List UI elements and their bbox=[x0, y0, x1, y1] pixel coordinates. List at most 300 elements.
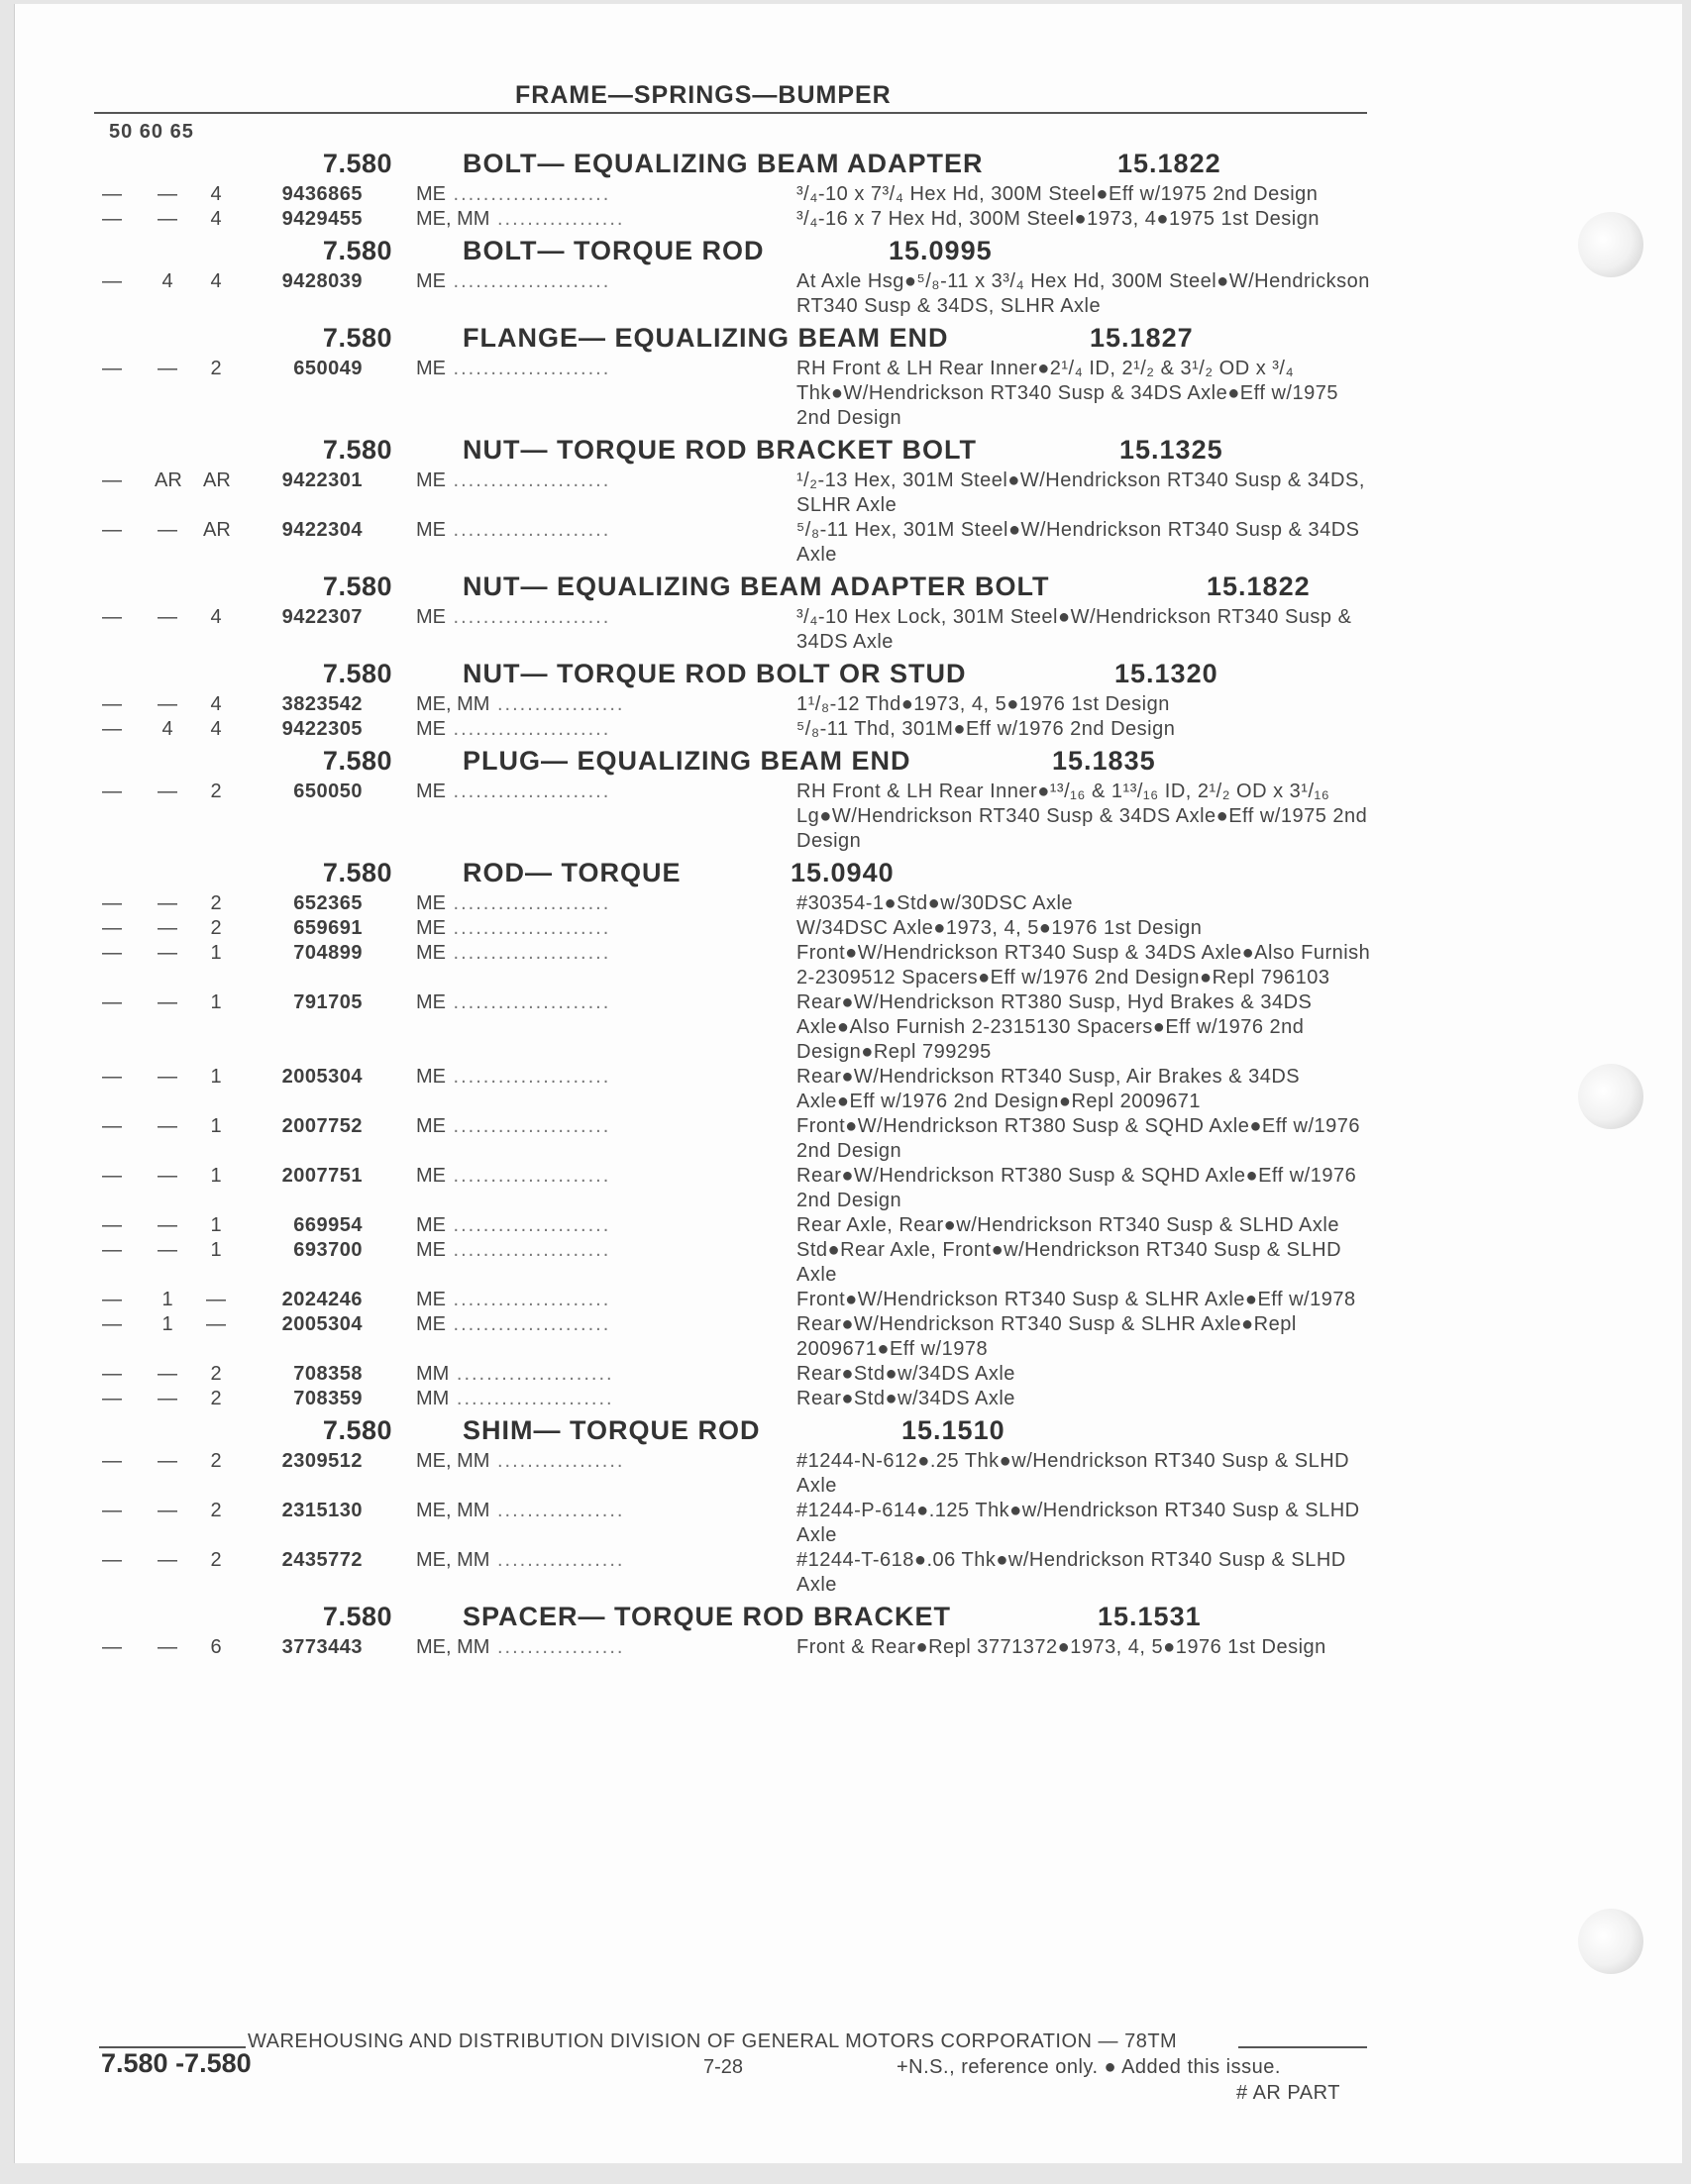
leader-dots: ..................... bbox=[446, 942, 611, 964]
group-number: 7.580 bbox=[322, 323, 392, 353]
part-description: Rear●Std●w/34DS Axle bbox=[796, 1363, 1015, 1385]
part-description: #1244-P-614●.125 Thk●w/Hendrickson RT340 Susp & SLHD Axle bbox=[796, 1500, 1360, 1546]
group-code: 15.1510 bbox=[901, 1415, 1005, 1445]
source-code bbox=[416, 1387, 614, 1411]
qty-1950: — bbox=[102, 1500, 122, 1521]
part-description: ¹/₂-13 Hex, 301M Steel●W/Hendrickson RT340 Susp & 34DS, SLHR Axle bbox=[796, 469, 1365, 516]
footer-rule bbox=[1238, 2046, 1367, 2048]
qty-1960: — bbox=[158, 780, 177, 802]
qty-1965: 2 bbox=[210, 917, 222, 939]
part-number: 650049 bbox=[293, 358, 363, 379]
part-group bbox=[0, 655, 1667, 742]
qty-1960: — bbox=[158, 1214, 177, 1236]
group-code: 15.1320 bbox=[1114, 659, 1218, 688]
part-description: Rear●W/Hendrickson RT380 Susp & SQHD Axle●Eff w/1976 2nd Design bbox=[796, 1165, 1357, 1211]
part-row bbox=[0, 1449, 1667, 1499]
group-number: 7.580 bbox=[322, 236, 392, 265]
source-code bbox=[416, 605, 610, 630]
part-group bbox=[0, 145, 1667, 232]
group-heading bbox=[0, 1411, 1667, 1449]
qty-1960: 1 bbox=[161, 1289, 173, 1310]
source-code bbox=[416, 941, 610, 966]
group-heading bbox=[0, 319, 1667, 357]
group-heading bbox=[0, 145, 1667, 182]
qty-1965: AR bbox=[203, 519, 231, 541]
part-description: Rear●W/Hendrickson RT340 Susp & SLHR Axle●Repl 2009671●Eff w/1978 bbox=[796, 1313, 1297, 1360]
part-description: 1¹/₈-12 Thd●1973, 4, 5●1976 1st Design bbox=[796, 693, 1170, 715]
leader-dots: ..................... bbox=[446, 1289, 611, 1310]
source-code-text: ME bbox=[416, 1066, 446, 1088]
source-code-text: MM bbox=[416, 1388, 450, 1409]
group-code: 15.1835 bbox=[1052, 746, 1156, 776]
part-group bbox=[0, 568, 1667, 655]
qty-1965: 2 bbox=[210, 1363, 222, 1385]
part-row bbox=[0, 182, 1667, 207]
group-title: SPACER— TORQUE ROD BRACKET bbox=[463, 1602, 952, 1631]
source-code-text: ME bbox=[416, 991, 446, 1013]
qty-1950: — bbox=[102, 991, 122, 1013]
source-code-text: ME, MM bbox=[416, 1500, 490, 1521]
qty-1950: — bbox=[102, 358, 122, 379]
part-description: ³/₄-16 x 7 Hex Hd, 300M Steel●1973, 4●1975 1st Design bbox=[796, 208, 1320, 230]
source-code bbox=[416, 1449, 624, 1474]
part-description: RH Front & LH Rear Inner●2¹/₄ ID, 2¹/₂ & 3¹/₂ OD x ³/₄ Thk●W/Hendrickson RT340 Susp & 34DS Axle●Eff w/1975 2nd Design bbox=[796, 358, 1338, 429]
source-code bbox=[416, 182, 610, 207]
source-code bbox=[416, 468, 610, 493]
source-code bbox=[416, 207, 624, 232]
year-column-headers: 50 60 65 bbox=[109, 121, 194, 143]
leader-dots: ..................... bbox=[446, 917, 611, 939]
part-row bbox=[0, 1548, 1667, 1598]
part-number: 708359 bbox=[293, 1388, 363, 1409]
part-description: ³/₄-10 x 7³/₄ Hex Hd, 300M Steel●Eff w/1975 2nd Design bbox=[796, 183, 1319, 205]
part-description: Rear●W/Hendrickson RT380 Susp, Hyd Brakes & 34DS Axle●Also Furnish 2-2315130 Spacers●Eff w/1976 2nd Design●Repl 799295 bbox=[796, 991, 1313, 1063]
qty-1960: — bbox=[158, 1066, 177, 1088]
leader-dots: ..................... bbox=[446, 1165, 611, 1187]
qty-1960: — bbox=[158, 1450, 177, 1472]
source-code bbox=[416, 1362, 614, 1387]
part-number: 9422307 bbox=[281, 606, 363, 628]
group-heading bbox=[0, 1598, 1667, 1635]
part-number: 2435772 bbox=[281, 1549, 363, 1571]
part-row bbox=[0, 357, 1667, 431]
part-row bbox=[0, 207, 1667, 232]
qty-1950: — bbox=[102, 693, 122, 715]
leader-dots: ................. bbox=[489, 693, 625, 715]
group-heading bbox=[0, 431, 1667, 468]
qty-1950: — bbox=[102, 1239, 122, 1261]
group-code: 15.0995 bbox=[889, 236, 993, 265]
group-title: NUT— TORQUE ROD BRACKET BOLT bbox=[463, 435, 977, 465]
qty-1965: 2 bbox=[210, 892, 222, 914]
group-title: ROD— TORQUE bbox=[463, 858, 682, 887]
leader-dots: ..................... bbox=[446, 469, 611, 491]
leader-dots: ................. bbox=[489, 1500, 625, 1521]
qty-1960: 4 bbox=[161, 718, 173, 740]
qty-1950: — bbox=[102, 1289, 122, 1310]
group-title: NUT— TORQUE ROD BOLT OR STUD bbox=[463, 659, 967, 688]
part-group bbox=[0, 1411, 1667, 1598]
qty-1960: — bbox=[158, 183, 177, 205]
qty-1965: 2 bbox=[210, 1500, 222, 1521]
qty-1965: 2 bbox=[210, 1388, 222, 1409]
group-number: 7.580 bbox=[322, 746, 392, 776]
source-code-text: ME bbox=[416, 1115, 446, 1137]
part-row bbox=[0, 1065, 1667, 1114]
source-code-text: ME bbox=[416, 358, 446, 379]
group-number: 7.580 bbox=[322, 435, 392, 465]
part-description: #1244-T-618●.06 Thk●w/Hendrickson RT340 Susp & SLHD Axle bbox=[796, 1549, 1346, 1596]
part-row bbox=[0, 780, 1667, 854]
part-group bbox=[0, 742, 1667, 854]
source-code bbox=[416, 1288, 610, 1312]
source-code-text: ME bbox=[416, 519, 446, 541]
qty-1965: 1 bbox=[210, 1115, 222, 1137]
qty-1950: — bbox=[102, 892, 122, 914]
qty-1965: 2 bbox=[210, 1450, 222, 1472]
leader-dots: ..................... bbox=[446, 358, 611, 379]
source-code bbox=[416, 1548, 624, 1573]
qty-1965: 2 bbox=[210, 1549, 222, 1571]
source-code-text: ME bbox=[416, 183, 446, 205]
source-code-text: ME bbox=[416, 892, 446, 914]
part-number: 652365 bbox=[293, 892, 363, 914]
binder-hole bbox=[1578, 1909, 1643, 1974]
group-title: SHIM— TORQUE ROD bbox=[463, 1415, 761, 1445]
part-row bbox=[0, 518, 1667, 568]
source-code-text: ME bbox=[416, 917, 446, 939]
source-code-text: ME bbox=[416, 780, 446, 802]
leader-dots: ..................... bbox=[446, 892, 611, 914]
source-code-text: ME bbox=[416, 1214, 446, 1236]
qty-1960: — bbox=[158, 1239, 177, 1261]
qty-1965: 4 bbox=[210, 606, 222, 628]
part-number: 704899 bbox=[293, 942, 363, 964]
qty-1960: — bbox=[158, 358, 177, 379]
qty-1965: 1 bbox=[210, 1066, 222, 1088]
part-group bbox=[0, 319, 1667, 431]
qty-1965: 1 bbox=[210, 1214, 222, 1236]
part-group bbox=[0, 431, 1667, 568]
part-row bbox=[0, 692, 1667, 717]
qty-1960: — bbox=[158, 1115, 177, 1137]
source-code bbox=[416, 692, 624, 717]
qty-1960: AR bbox=[155, 469, 182, 491]
qty-1960: — bbox=[158, 1500, 177, 1521]
part-description: Front●W/Hendrickson RT340 Susp & 34DS Axle●Also Furnish 2-2309512 Spacers●Eff w/1976 2nd Design●Repl 796103 bbox=[796, 942, 1371, 988]
source-code-text: ME, MM bbox=[416, 1636, 490, 1658]
qty-1950: — bbox=[102, 1313, 122, 1335]
parts-list bbox=[0, 145, 1667, 1660]
part-number: 791705 bbox=[293, 991, 363, 1013]
part-row bbox=[0, 1387, 1667, 1411]
part-number: 2309512 bbox=[281, 1450, 363, 1472]
qty-1960: 4 bbox=[161, 270, 173, 292]
group-number: 7.580 bbox=[322, 1415, 392, 1445]
source-code-text: ME bbox=[416, 606, 446, 628]
part-number: 2007752 bbox=[281, 1115, 363, 1137]
header-rule bbox=[94, 112, 1367, 114]
part-description: Rear●W/Hendrickson RT340 Susp, Air Brakes & 34DS Axle●Eff w/1976 2nd Design●Repl 2009671 bbox=[796, 1066, 1301, 1112]
leader-dots: ..................... bbox=[446, 606, 611, 628]
part-description: #30354-1●Std●w/30DSC Axle bbox=[796, 892, 1074, 914]
qty-1965: 2 bbox=[210, 780, 222, 802]
source-code-text: ME bbox=[416, 942, 446, 964]
qty-1960: — bbox=[158, 942, 177, 964]
leader-dots: ..................... bbox=[446, 1214, 611, 1236]
source-code-text: ME, MM bbox=[416, 208, 490, 230]
group-title: PLUG— EQUALIZING BEAM END bbox=[463, 746, 911, 776]
part-number: 2005304 bbox=[281, 1313, 363, 1335]
leader-dots: ..................... bbox=[449, 1363, 614, 1385]
page-title: FRAME—SPRINGS—BUMPER bbox=[515, 81, 892, 109]
leader-dots: ..................... bbox=[446, 1066, 611, 1088]
leader-dots: ..................... bbox=[446, 1115, 611, 1137]
leader-dots: ................. bbox=[489, 1636, 625, 1658]
source-code bbox=[416, 990, 610, 1015]
qty-1960: — bbox=[158, 1363, 177, 1385]
qty-1965: 1 bbox=[210, 1165, 222, 1187]
group-code: 15.0940 bbox=[791, 858, 895, 887]
qty-1950: — bbox=[102, 1549, 122, 1571]
part-description: ⁵/₈-11 Thd, 301M●Eff w/1976 2nd Design bbox=[796, 718, 1176, 740]
leader-dots: ..................... bbox=[446, 718, 611, 740]
qty-1950: — bbox=[102, 1388, 122, 1409]
qty-1950: — bbox=[102, 208, 122, 230]
group-title: BOLT— EQUALIZING BEAM ADAPTER bbox=[463, 149, 984, 178]
part-number: 9429455 bbox=[281, 208, 363, 230]
part-group bbox=[0, 1598, 1667, 1660]
leader-dots: ..................... bbox=[446, 1239, 611, 1261]
part-row bbox=[0, 1114, 1667, 1164]
legend-line: +N.S., reference only. ● Added this issue. bbox=[897, 2056, 1281, 2078]
source-code bbox=[416, 1312, 610, 1337]
leader-dots: ................. bbox=[489, 208, 625, 230]
qty-1950: — bbox=[102, 1636, 122, 1658]
qty-1960: — bbox=[158, 1549, 177, 1571]
group-heading bbox=[0, 568, 1667, 605]
part-number: 708358 bbox=[293, 1363, 363, 1385]
leader-dots: ..................... bbox=[446, 780, 611, 802]
source-code-text: ME bbox=[416, 718, 446, 740]
part-description: Front●W/Hendrickson RT340 Susp & SLHR Axle●Eff w/1978 bbox=[796, 1289, 1356, 1310]
source-code-text: ME bbox=[416, 1313, 446, 1335]
group-code: 15.1827 bbox=[1090, 323, 1194, 353]
group-heading bbox=[0, 232, 1667, 269]
division-line: WAREHOUSING AND DISTRIBUTION DIVISION OF GENERAL MOTORS CORPORATION — 78TM bbox=[248, 2030, 1178, 2052]
part-row bbox=[0, 1288, 1667, 1312]
source-code bbox=[416, 518, 610, 543]
part-number: 9436865 bbox=[281, 183, 363, 205]
source-code bbox=[416, 1065, 610, 1090]
part-row bbox=[0, 1164, 1667, 1213]
part-description: ³/₄-10 Hex Lock, 301M Steel●W/Hendrickson RT340 Susp & 34DS Axle bbox=[796, 606, 1352, 653]
part-row bbox=[0, 1635, 1667, 1660]
qty-1960: — bbox=[158, 991, 177, 1013]
qty-1950: — bbox=[102, 718, 122, 740]
part-description: Front●W/Hendrickson RT380 Susp & SQHD Axle●Eff w/1976 2nd Design bbox=[796, 1115, 1361, 1162]
qty-1950: — bbox=[102, 270, 122, 292]
qty-1965: — bbox=[206, 1313, 226, 1335]
leader-dots: ..................... bbox=[446, 991, 611, 1013]
source-code-text: ME bbox=[416, 1239, 446, 1261]
qty-1950: — bbox=[102, 917, 122, 939]
group-number: 7.580 bbox=[322, 1602, 392, 1631]
source-code bbox=[416, 916, 610, 941]
source-code-text: ME, MM bbox=[416, 1450, 490, 1472]
qty-1965: 4 bbox=[210, 208, 222, 230]
part-description: Std●Rear Axle, Front●w/Hendrickson RT340 Susp & SLHD Axle bbox=[796, 1239, 1342, 1286]
qty-1950: — bbox=[102, 942, 122, 964]
part-number: 2024246 bbox=[281, 1289, 363, 1310]
source-code bbox=[416, 1164, 610, 1189]
source-code bbox=[416, 1635, 624, 1660]
group-code: 15.1822 bbox=[1207, 572, 1311, 601]
qty-1965: 4 bbox=[210, 270, 222, 292]
qty-1950: — bbox=[102, 1165, 122, 1187]
qty-1960: — bbox=[158, 917, 177, 939]
qty-1950: — bbox=[102, 1066, 122, 1088]
source-code-text: MM bbox=[416, 1363, 450, 1385]
qty-1965: 2 bbox=[210, 358, 222, 379]
group-code: 15.1531 bbox=[1098, 1602, 1202, 1631]
part-number: 693700 bbox=[293, 1239, 363, 1261]
part-description: At Axle Hsg●⁵/₈-11 x 3³/₄ Hex Hd, 300M Steel●W/Hendrickson RT340 Susp & 34DS, SLHR Axle bbox=[796, 270, 1370, 317]
qty-1960: — bbox=[158, 693, 177, 715]
legend-line: # AR PART bbox=[1236, 2082, 1340, 2104]
group-number: 7.580 bbox=[322, 858, 392, 887]
group-title: BOLT— TORQUE ROD bbox=[463, 236, 765, 265]
qty-1960: — bbox=[158, 892, 177, 914]
part-description: RH Front & LH Rear Inner●¹³/₁₆ & 1¹³/₁₆ ID, 2¹/₂ OD x 3¹/₁₆ Lg●W/Hendrickson RT340 Susp & 34DS Axle●Eff w/1975 2nd Design bbox=[796, 780, 1368, 852]
group-code: 15.1822 bbox=[1117, 149, 1221, 178]
part-row bbox=[0, 1362, 1667, 1387]
part-row bbox=[0, 269, 1667, 319]
qty-1960: — bbox=[158, 208, 177, 230]
qty-1965: 1 bbox=[210, 942, 222, 964]
part-description: Rear Axle, Rear●w/Hendrickson RT340 Susp & SLHD Axle bbox=[796, 1214, 1339, 1236]
source-code-text: ME, MM bbox=[416, 1549, 490, 1571]
group-heading bbox=[0, 854, 1667, 891]
qty-1950: — bbox=[102, 606, 122, 628]
part-number: 9428039 bbox=[281, 270, 363, 292]
part-row bbox=[0, 1312, 1667, 1362]
source-code-text: ME bbox=[416, 1289, 446, 1310]
part-number: 9422301 bbox=[281, 469, 363, 491]
qty-1960: — bbox=[158, 1165, 177, 1187]
qty-1950: — bbox=[102, 1450, 122, 1472]
qty-1965: 6 bbox=[210, 1636, 222, 1658]
qty-1950: — bbox=[102, 1214, 122, 1236]
qty-1960: 1 bbox=[161, 1313, 173, 1335]
qty-1965: 1 bbox=[210, 991, 222, 1013]
source-code-text: ME bbox=[416, 1165, 446, 1187]
part-row bbox=[0, 468, 1667, 518]
source-code bbox=[416, 1238, 610, 1263]
source-code bbox=[416, 1114, 610, 1139]
page-number: 7-28 bbox=[703, 2056, 744, 2078]
part-row bbox=[0, 891, 1667, 916]
source-code bbox=[416, 891, 610, 916]
part-description: ⁵/₈-11 Hex, 301M Steel●W/Hendrickson RT340 Susp & 34DS Axle bbox=[796, 519, 1360, 566]
qty-1965: AR bbox=[203, 469, 231, 491]
part-row bbox=[0, 1238, 1667, 1288]
qty-1950: — bbox=[102, 780, 122, 802]
part-description: W/34DSC Axle●1973, 4, 5●1976 1st Design bbox=[796, 917, 1203, 939]
part-row bbox=[0, 941, 1667, 990]
part-row bbox=[0, 990, 1667, 1065]
part-group bbox=[0, 232, 1667, 319]
group-number: 7.580 bbox=[322, 572, 392, 601]
qty-1965: 1 bbox=[210, 1239, 222, 1261]
part-row bbox=[0, 1213, 1667, 1238]
leader-dots: ................. bbox=[489, 1549, 625, 1571]
qty-1960: — bbox=[158, 1636, 177, 1658]
part-number: 669954 bbox=[293, 1214, 363, 1236]
qty-1950: — bbox=[102, 469, 122, 491]
part-number: 2007751 bbox=[281, 1165, 363, 1187]
source-code bbox=[416, 717, 610, 742]
leader-dots: ..................... bbox=[446, 270, 611, 292]
part-row bbox=[0, 916, 1667, 941]
part-number: 659691 bbox=[293, 917, 363, 939]
part-number: 2315130 bbox=[281, 1500, 363, 1521]
qty-1950: — bbox=[102, 519, 122, 541]
group-code: 15.1325 bbox=[1119, 435, 1223, 465]
part-row bbox=[0, 1499, 1667, 1548]
group-title: FLANGE— EQUALIZING BEAM END bbox=[463, 323, 949, 353]
part-number: 3823542 bbox=[281, 693, 363, 715]
part-number: 650050 bbox=[293, 780, 363, 802]
source-code bbox=[416, 1499, 624, 1523]
qty-1960: — bbox=[158, 519, 177, 541]
group-heading bbox=[0, 655, 1667, 692]
source-code bbox=[416, 269, 610, 294]
source-code bbox=[416, 1213, 610, 1238]
part-description: #1244-N-612●.25 Thk●w/Hendrickson RT340 Susp & SLHD Axle bbox=[796, 1450, 1350, 1497]
qty-1965: 4 bbox=[210, 718, 222, 740]
part-number: 9422305 bbox=[281, 718, 363, 740]
qty-1965: 4 bbox=[210, 693, 222, 715]
source-code-text: ME bbox=[416, 469, 446, 491]
source-code-text: ME, MM bbox=[416, 693, 490, 715]
source-code bbox=[416, 780, 610, 804]
part-row bbox=[0, 605, 1667, 655]
part-number: 2005304 bbox=[281, 1066, 363, 1088]
leader-dots: ..................... bbox=[446, 183, 611, 205]
group-title: NUT— EQUALIZING BEAM ADAPTER BOLT bbox=[463, 572, 1050, 601]
leader-dots: ..................... bbox=[446, 1313, 611, 1335]
part-number: 9422304 bbox=[281, 519, 363, 541]
leader-dots: ..................... bbox=[446, 519, 611, 541]
part-number: 3773443 bbox=[281, 1636, 363, 1658]
source-code bbox=[416, 357, 610, 381]
qty-1950: — bbox=[102, 1363, 122, 1385]
part-description: Rear●Std●w/34DS Axle bbox=[796, 1388, 1015, 1409]
group-number: 7.580 bbox=[322, 149, 392, 178]
source-code-text: ME bbox=[416, 270, 446, 292]
qty-1965: 4 bbox=[210, 183, 222, 205]
part-row bbox=[0, 717, 1667, 742]
qty-1950: — bbox=[102, 1115, 122, 1137]
part-group bbox=[0, 854, 1667, 1411]
leader-dots: ................. bbox=[489, 1450, 625, 1472]
group-heading bbox=[0, 742, 1667, 780]
qty-1965: — bbox=[206, 1289, 226, 1310]
page-range: 7.580 -7.580 bbox=[101, 2048, 252, 2078]
qty-1960: — bbox=[158, 1388, 177, 1409]
group-number: 7.580 bbox=[322, 659, 392, 688]
